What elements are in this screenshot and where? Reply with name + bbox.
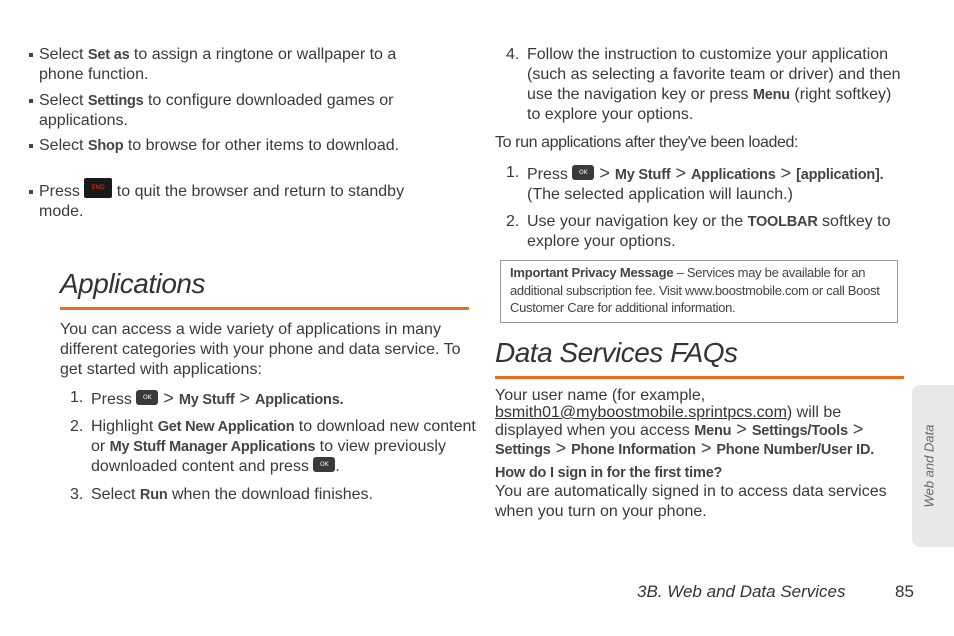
page-number: 85 xyxy=(895,582,914,601)
run-intro: To run applications after they've been loaded: xyxy=(495,134,799,151)
privacy-notice: Important Privacy Message – Services may be available for an additional subscription fee. Visit www.boostmobile.com or call Boost Customer Care for additional information. xyxy=(500,260,898,323)
faq-user-name: Your user name (for example, bsmith01@myboostmobile.sprintpcs.com) will be displayed when you access Menu > Settings/Tools > Settings > Phone Information > Phone Number/User ID. xyxy=(495,387,875,458)
email-link[interactable]: bsmith01@myboostmobile.sprintpcs.com xyxy=(495,404,787,421)
ok-key-icon: OK xyxy=(572,165,594,180)
list-item: 2. Highlight Get New Application to download new content or My Stuff Manager Applications to view previously downloaded content and press OK . xyxy=(70,418,476,475)
list-item: Select Settings to configure downloaded games or applications. xyxy=(28,91,419,131)
list-item: 4. Follow the instruction to customize your application (such as selecting a favorite team or driver) and then use the navigation key or press Menu (right softkey) to explore your options. xyxy=(506,46,901,123)
heading-rule xyxy=(495,376,904,379)
list-item: 3. Select Run when the download finishes. xyxy=(70,486,373,503)
faq-question: How do I sign in for the first time? xyxy=(495,465,723,481)
heading-rule xyxy=(60,307,469,310)
list-item: Press END to quit the browser and return to standby mode. xyxy=(28,182,419,222)
list-item: 1. Press OK > My Stuff > Applications > [application]. (The selected application will launch.) xyxy=(506,163,884,203)
applications-heading: Applications xyxy=(60,268,205,299)
ok-key-icon: OK xyxy=(313,457,335,472)
list-item: Select Set as to assign a ringtone or wallpaper to a phone function. xyxy=(28,45,419,85)
end-key-icon: END xyxy=(84,178,112,198)
ok-key-icon: OK xyxy=(136,390,158,405)
faq-heading: Data Services FAQs xyxy=(495,337,738,368)
list-item: Select Shop to browse for other items to download. xyxy=(28,136,419,156)
footer-section: 3B. Web and Data Services xyxy=(637,582,846,601)
list-item: 1. Press OK > My Stuff > Applications. xyxy=(70,388,344,408)
faq-answer: You are automatically signed in to access data services when you turn on your phone. xyxy=(495,483,887,520)
applications-intro: You can access a wide variety of applications in many different categories with your phone and data service. To get started with applications: xyxy=(60,321,461,378)
list-item: 2. Use your navigation key or the TOOLBAR softkey to explore your options. xyxy=(506,213,891,250)
